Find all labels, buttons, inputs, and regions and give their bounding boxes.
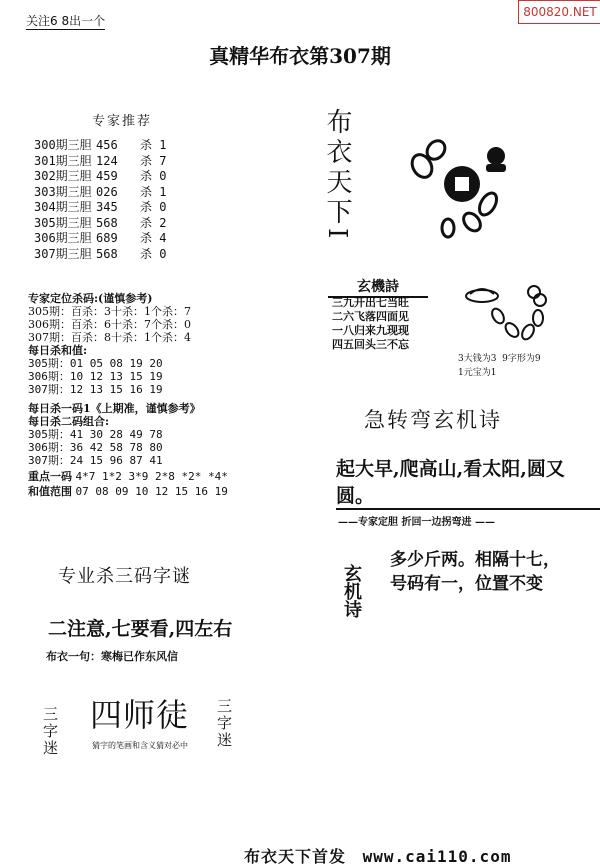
riddle-main: 四师徒	[90, 696, 190, 734]
riddle-hint: 猜字的笔画和含义猜对必中	[92, 741, 188, 750]
list-item: 306期：36 42 58 78 80	[28, 441, 163, 454]
position-kill-heading: 专家定位杀码:(谨慎参考)	[28, 292, 153, 305]
riddle-left: 三字迷	[41, 706, 59, 757]
list-item: 307期：百杀：8十杀：1个杀：4	[28, 331, 191, 344]
focus-values: 4*7 1*2 3*9 2*8 *2* *4*	[75, 470, 228, 483]
position-kill-block	[28, 292, 228, 498]
coin-chain-illustration	[400, 132, 520, 242]
divider-text: ——专家定胆 折回一边拐弯进 ——	[338, 517, 495, 528]
nums: 124	[96, 153, 118, 168]
verse	[390, 548, 560, 596]
period: 302期三胆	[34, 169, 92, 183]
nums: 568	[96, 215, 118, 230]
list-item	[34, 185, 166, 201]
site-badge[interactable]: 800820.NET	[518, 0, 600, 24]
list-item: 305期：41 30 28 49 78	[28, 428, 163, 441]
kill: 杀 1	[140, 138, 167, 152]
xuanji-vertical: 玄机诗	[341, 564, 362, 618]
poem-line: 四五回头三不忘	[332, 338, 409, 351]
list-item	[34, 169, 166, 185]
nums: 345	[96, 200, 118, 214]
xuanji-title: 玄機詩	[328, 276, 428, 298]
period: 306期三胆	[34, 231, 92, 245]
list-item	[34, 154, 166, 170]
kill: 杀 2	[140, 215, 167, 230]
period: 305期三胆	[34, 215, 92, 230]
sanma-title: 专业杀三码字谜	[58, 566, 191, 587]
expert-title: 专家推荐	[92, 114, 153, 129]
kill: 杀 1	[140, 184, 167, 199]
poem-line: 一八归来九现现	[332, 324, 409, 337]
nums: 026	[96, 184, 118, 199]
list-item	[34, 138, 166, 154]
focus-row	[28, 470, 228, 483]
list-item	[34, 200, 166, 216]
footer-name: 布衣天下首发	[244, 847, 347, 866]
expert-list	[34, 138, 166, 262]
kill: 杀 7	[140, 153, 167, 168]
buyi-vertical-title: 布衣天下I	[322, 108, 352, 243]
daily-kill-subheading: 每日杀二码组合:	[28, 415, 110, 428]
sum-range-row	[28, 485, 228, 498]
list-item: 306期：百杀：6十杀：7个杀：0	[28, 318, 191, 331]
list-item	[34, 216, 166, 232]
sanma-quote: 布衣一句：寒梅已作东风信	[46, 650, 178, 663]
coin-note	[458, 352, 541, 380]
coin-note-line: 1元宝为1	[458, 368, 497, 378]
nums: 459	[96, 169, 118, 183]
kill: 杀 0	[140, 200, 167, 214]
sum-range-values: 07 08 09 10 12 15 16 19	[75, 485, 228, 498]
list-item: 307期：12 13 15 16 19	[28, 383, 163, 396]
footer-url[interactable]: www.cai110.com	[362, 847, 512, 866]
nums: 568	[96, 246, 118, 261]
page-title: 真精华布衣第307期	[209, 44, 391, 68]
period: 307期三胆	[34, 246, 92, 261]
xuanji-poem	[332, 296, 409, 352]
kill: 杀 0	[140, 246, 167, 261]
daily-sum-heading: 每日杀和值:	[28, 344, 88, 357]
coin-note-line: 3大钱为3 9字形为9	[458, 354, 541, 364]
kill: 杀 0	[140, 169, 167, 183]
nums: 689	[96, 231, 118, 245]
ingot-coin-illustration	[462, 282, 554, 350]
period: 304期三胆	[34, 200, 92, 214]
poem-line: 二六飞落四面见	[332, 310, 409, 323]
list-item: 307期：24 15 96 87 41	[28, 454, 163, 467]
verse-line: 多少斤两。相隔十七，	[390, 550, 560, 570]
list-item: 305期：01 05 08 19 20	[28, 357, 163, 370]
period: 300期三胆	[34, 138, 92, 152]
top-note: 关注6 8出一个	[26, 14, 106, 28]
kill: 杀 4	[140, 231, 167, 245]
verse-line: 号码有一，位置不变	[390, 574, 543, 594]
sum-range-label: 和值范围	[28, 485, 72, 498]
nums: 456	[96, 138, 118, 152]
list-item	[34, 247, 166, 263]
period: 301期三胆	[34, 153, 92, 168]
poem-line: 三九开出七当旺	[332, 296, 409, 309]
slogan: 起大早,爬高山,看太阳,圆又圆。	[336, 454, 600, 510]
footer	[244, 844, 511, 867]
period: 303期三胆	[34, 184, 92, 199]
list-item: 306期：10 12 13 15 19	[28, 370, 163, 383]
riddle-right: 三字迷	[215, 698, 233, 749]
daily-kill-heading: 每日杀一码1《上期准，谨慎参考》	[28, 402, 201, 415]
sanma-line: 二注意,七要看,四左右	[48, 618, 233, 640]
focus-label: 重点一码	[28, 470, 72, 483]
list-item: 305期：百杀：3十杀：1个杀：7	[28, 305, 191, 318]
urgent-title: 急转弯玄机诗	[364, 408, 502, 432]
list-item	[34, 231, 166, 247]
